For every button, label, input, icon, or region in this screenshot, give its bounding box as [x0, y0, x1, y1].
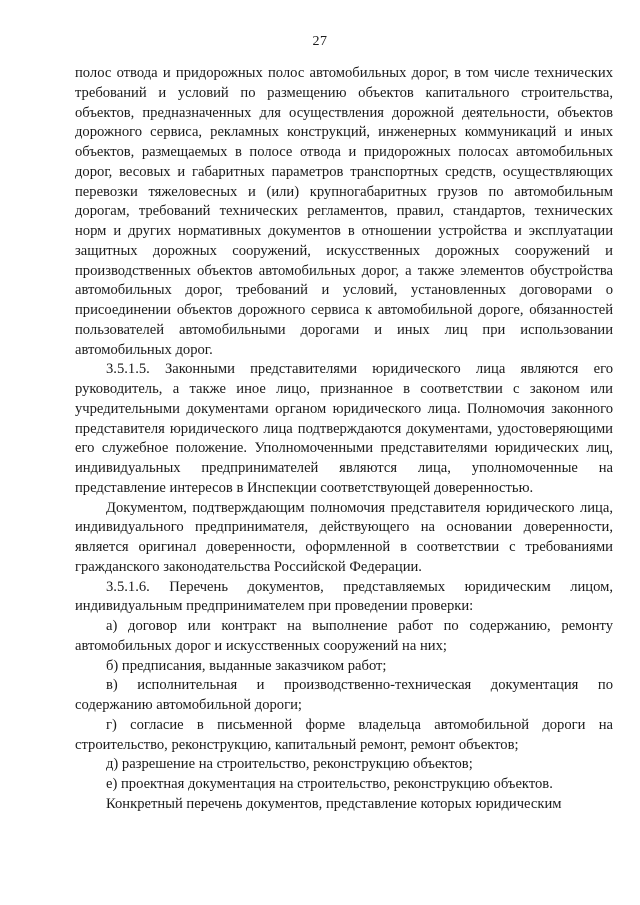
list-item-d: д) разрешение на строительство, реконструкцию объектов; — [106, 756, 473, 773]
paragraph-3-5-1-6: 3.5.1.6. Перечень документов, представляемых юридическим лицом, индивидуальным предпринимателем при проведении проверки: — [75, 578, 613, 615]
list-item-b: б) предписания, выданные заказчиком работ; — [106, 657, 387, 674]
paragraph-power-of-attorney: Документом, подтверждающим полномочия представителя юридического лица, индивидуального предпринимателя, действующего на основании доверенности, является оригинал доверенности, оформленной в соответствии с требованиями гражданского законодательства Российской Федерации. — [75, 499, 613, 575]
paragraph-road-requirements: полос отвода и придорожных полос автомобильных дорог, в том числе технических требований и условий по размещению объектов капитального строительства, объектов, предназначенных для осуществления дорожной деятельности, объектов дорожного сервиса, рекламных конструкций, инженерных коммуникаций и иных объектов, размещаемых в полосе отвода и придорожных полосах автомобильных дорог, весовых и габаритных параметров транспортных средств, осуществляющих перевозки тяжеловесных и (или) крупногабаритных грузов по автомобильным дорогам, требований технических регламентов, правил, стандартов, технических норм и других нормативных документов в отношении устройства и эксплуатации защитных дорожных сооружений, искусственных дорожных сооружений и производственных объектов автомобильных дорог, а также элементов обустройства автомобильных дорог, требований и условий, установленных договорами о присоединении объектов дорожного сервиса к автомобильной дороге, обязанностей пользователей автомобильными дорогами и иных лиц при использовании автомобильных дорог. — [75, 65, 613, 358]
list-item-a: а) договор или контракт на выполнение работ по содержанию, ремонту автомобильных дорог и искусственных сооружений на них; — [75, 618, 613, 654]
list-item-v: в) исполнительная и производственно-техническая документация по содержанию автомобильной дороги; — [75, 677, 613, 713]
list-item-g: г) согласие в письменной форме владельца автомобильной дороги на строительство, реконструкцию, капитальный ремонт, ремонт объектов; — [75, 716, 613, 753]
document-body — [75, 64, 613, 815]
list-item-e: е) проектная документация на строительство, реконструкцию объектов. — [106, 776, 553, 792]
page-number: 27 — [312, 34, 328, 49]
paragraph-3-5-1-5: 3.5.1.5. Законными представителями юридического лица являются его руководитель, а также иное лицо, признанное в соответствии с законом или учредительными документами органом юридического лица. Полномочия законного представителя юридического лица подтверждаются документами, удостоверяющими его служебное положение. Уполномоченными представителями юридических лиц, индивидуальных предпринимателей являются лица, уполномоченные на представление интересов в Инспекции соответствующей доверенностью. — [75, 361, 613, 496]
paragraph-document-list-continued: Конкретный перечень документов, представление которых юридическим — [106, 795, 562, 812]
